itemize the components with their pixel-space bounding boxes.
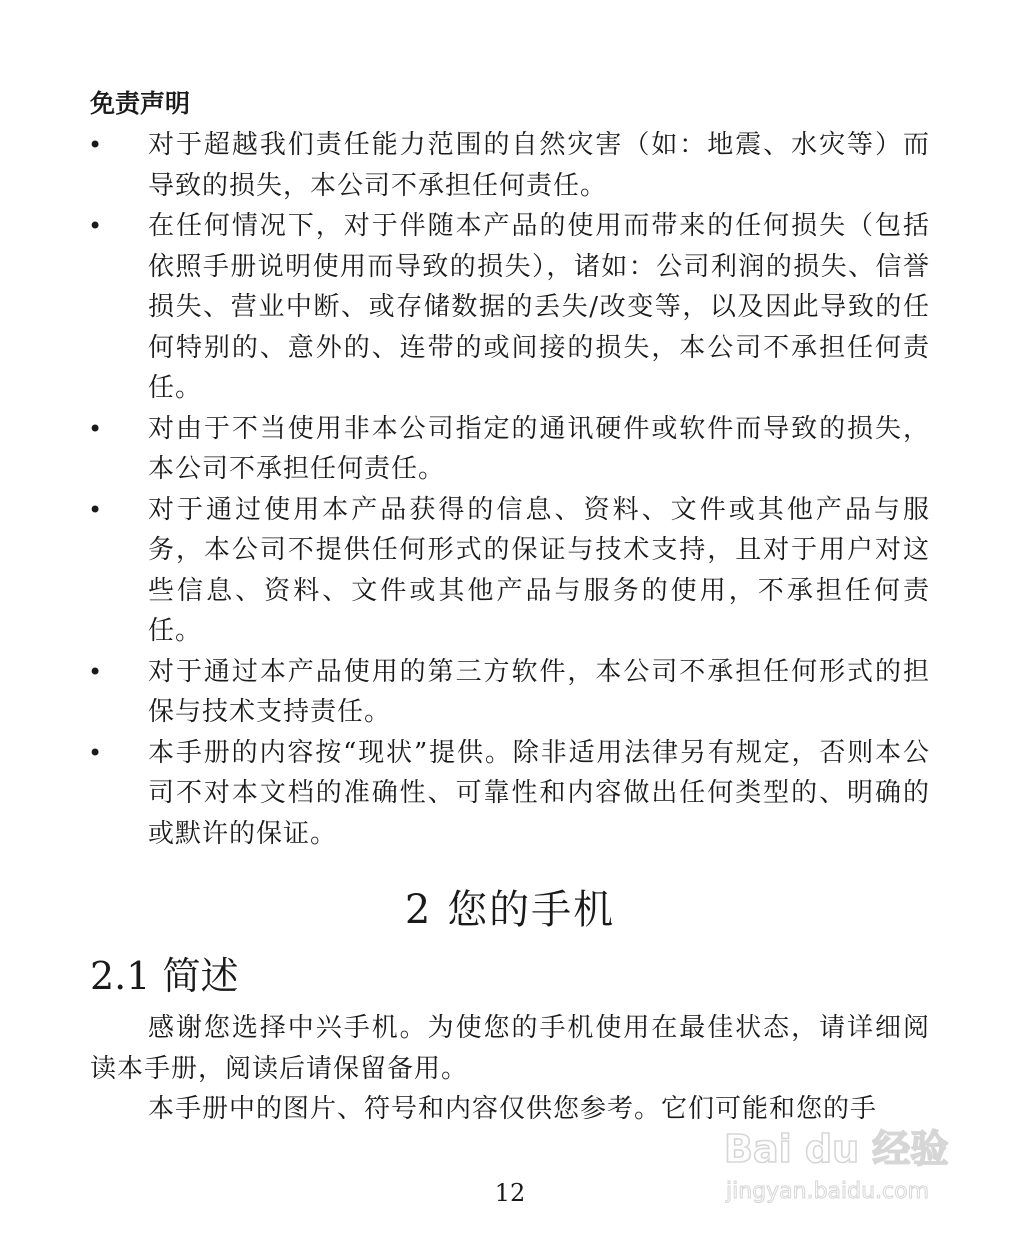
disclaimer-item [0,652,1020,733]
watermark-logo-text: Bai du 经验 [724,1127,949,1171]
disclaimer-item-text: 对由于不当使用非本公司指定的通讯硬件或软件而导致的损失，本公司不承担任何责任。 [148,413,930,484]
watermark-url: jingyan.baidu.com [726,1179,930,1204]
chapter-title: 2 您的手机 [404,887,616,933]
reference-paragraph: 本手册中的图片、符号和内容仅供您参考。它们可能和您的手 [148,1094,878,1124]
page-number: 12 [494,1179,526,1207]
disclaimer-item-text: 在任何情况下，对于伴随本产品的使用而带来的任何损失（包括依照手册说明使用而导致的损失），诸如：公司利润的损失、信誉损失、营业中断、或存储数据的丢失/改变等，以及因此导致的任何特别的、意外的、连带的或间接的损失，本公司不承担任何责任。 [148,211,930,403]
disclaimer-list [0,125,1020,854]
disclaimer-item [0,490,1020,652]
bullet-icon: • [88,738,103,767]
disclaimer-item-text: 对于超越我们责任能力范围的自然灾害（如：地震、水灾等）而导致的损失，本公司不承担任何责任。 [148,130,930,201]
disclaimer-heading: 免责声明 [90,89,191,118]
bullet-icon: • [88,212,103,240]
bullet-icon: • [88,495,103,524]
bullet-icon: • [88,657,103,686]
disclaimer-item-text: 本手册的内容按“现状”提供。除非适用法律另有规定，否则本公司不对本文档的准确性、可靠性和内容做出任何类型的、明确的或默许的保证。 [148,737,930,849]
bullet-icon: • [88,131,103,159]
baidu-jingyan-watermark [718,1112,968,1212]
disclaimer-item [0,733,1020,855]
bullet-icon: • [88,414,103,443]
disclaimer-item [0,206,1020,409]
intro-paragraph: 感谢您选择中兴手机。为使您的手机使用在最佳状态，请详细阅读本手册，阅读后请保留备用。 [90,1013,930,1084]
section-title: 2.1 简述 [90,954,239,998]
disclaimer-item [0,409,1020,490]
disclaimer-item-text: 对于通过使用本产品获得的信息、资料、文件或其他产品与服务，本公司不提供任何形式的保证与技术支持，且对于用户对这些信息、资料、文件或其他产品与服务的使用，不承担任何责任。 [148,494,930,646]
disclaimer-item-text: 对于通过本产品使用的第三方软件，本公司不承担任何形式的担保与技术支持责任。 [148,656,930,727]
disclaimer-item [0,125,1020,206]
